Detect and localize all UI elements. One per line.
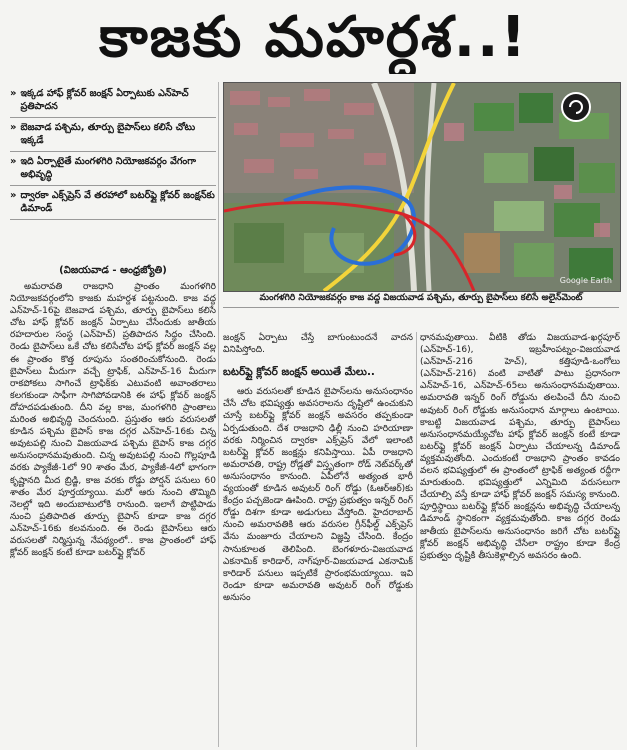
subheading: బటర్‌ఫ్లై క్లోవర్ జంక్షన్ అయితే మేలు.. <box>223 366 375 379</box>
double-chevron-right-icon: » <box>10 156 17 167</box>
bullet-list <box>10 84 216 220</box>
byline: (విజయవాడ - ఆంధ్రజ్యోతి) <box>59 265 167 276</box>
bullet-text: ఇక్కడ హాఫ్ క్లోవర్ జంక్షన్ ఏర్పాటుకు ఎన్‌హెచ్ ప్రతిపాదన <box>20 88 189 112</box>
paragraph: అమరావతి రాజధాని ప్రాంతం మంగళగిరి నియోజకవర్గంలోని కాజకు మహర్దశ పట్టనుంది. కాజ వద్ద ఎన్‌హెచ్-16పై బెజవాడ పశ్చిమ, తూర్పు బైపాస్‌లు కలిసే చోట హాఫ్ క్లోవర్ జంక్షన్ ఏర్పాటు చేసేందుకు జాతీయ రహదారుల సంస్థ (ఎన్‌హెచ్) ప్రతిపాదన సిద్ధం చేసింది. రెండు బైపాస్‌లు ఒకే చోట కలిసేచోట హాఫ్ క్లోవర్ జంక్షన్ వల్ల ఈ ప్రాంతం కొత్త రూపును సంతరించుకోనుంది. రెండు బైపాస్‌లు మీదుగా వచ్చే ట్రాఫిక్, ఎన్‌హెచ్-16 మీదుగా రాకపోకలు సాగించే ట్రాఫిక్‌కు ఎటువంటి అవాంతరాలు కలగకుండా సాఫీగా సాగిపోవడానికి ఈ హాఫ్ క్లోవర్ జంక్షన్ దోహదపడుతుంది. దీని వల్ల కాజ, మంగళగిరి ప్రాంతాలు మరింత అభివృద్ధి చెందనుంది. ప్రస్తుతం ఆరు వరుసలతో కూడిన పశ్చిమ బైపాస్ కాజ దగ్గర ఎన్‌హెచ్-16కు చిన్న అవుటపల్లి నుంచి విజయవాడ పశ్చిమ బైపాస్ కాజ దగ్గర అనుసంధానమవుతుంది. చిన్న అవుటపల్లి నుంచి గొల్లపూడి వరకు ప్యాకేజీ-1లో 90 శాతం మేర, ప్యాకేజీ-4లో భాగంగా కృష్ణానది మీద బ్రిడ్జి, కాజ వరకు రోడ్డు పోర్షన్ పనులు 60 శాతం మేర పూర్తయ్యాయి. మరో ఆరు నుంచి తొమ్మిది నెలల్లో ఇది అందుబాటులోకి రానుంది. ఇలాగే పొట్టిపాడు నుంచి ప్రతిపాదిత తూర్పు బైపాస్ కూడా కాజ దగ్గర ఎన్‌హెచ్-16కు కలవనుంది. ఈ రెండు బైపాస్‌లు ఆరు వరుసలతో నిర్మిస్తున్న నేపథ్యంలో.. కాజ ప్రాంతంలో హాఫ్ క్లోవర్ జంక్షన్ కంటే కూడా బటర్‌ఫ్లై క్లోవర్ <box>10 282 216 559</box>
double-chevron-right-icon: » <box>10 122 17 133</box>
aerial-photo <box>223 82 621 292</box>
double-chevron-right-icon: » <box>10 190 17 201</box>
article-column-2 <box>223 332 413 747</box>
column-divider <box>218 82 219 747</box>
bullet-text: ఇది ఏర్పాటైతే మంగళగిరి నియోజకవర్గం వేగంగా అభివృద్ధి <box>20 156 196 180</box>
bullet-item <box>10 186 216 220</box>
article-column-1 <box>10 281 216 747</box>
headline: కాజకు మహర్దశ..! <box>99 5 528 70</box>
paragraph: ధానమవుతాయి. వీటికి తోడు విజయవాడ-ఖర్గపూర్ (ఎన్‌హెచ్-16), ఇబ్రహీంపట్నం-విజయవాడ (ఎన్‌హెచ్-216 హెచ్), కత్తిపూడి-ఒంగోలు (ఎన్‌హెచ్-216) వంటి వాటితో పాటు ప్రధానంగా ఎన్‌హెచ్-16, ఎన్‌హెచ్-65లు అనుసంధానమవుతాయి. అమరావతి ఇన్నర్ రింగ్ రోడ్డును తలపించే దీని నుంచి అవుటర్ రింగ్ రోడ్డుకు అనుసంధాన మార్గాలు ఉంటాయి. కాబట్టి విజయవాడ పశ్చిమ, తూర్పు బైపాస్‌లు అనుసంధానమయ్యేచోట హాఫ్ క్లోవర్ జంక్షన్ కంటే కూడా బటర్‌ఫ్లై క్లోవర్ జంక్షన్ ఏర్పాటు చేయాలన్న డిమాండ్ వ్యక్తమవుతోంది. ఎందుకంటే రాజధాని ప్రాంతం కావడం వలన భవిష్యత్తులో ఈ ప్రాంతంలో ట్రాఫిక్ అత్యంత రద్దీగా మారుతుంది. భవిష్యత్తులో ఎన్నిమిది వరుసలుగా చేయాల్సి వస్తే కూడా హాఫ్ క్లోవర్ జంక్షన్ సమస్య కానుంది. పూర్తిస్థాయి బటర్‌ఫ్లై క్లోవర్ జంక్షన్లను అభివృద్ధి చేయాలన్న డిమాండ్ స్థానికంగా వ్యక్తమవుతోంది. కాజ దగ్గర రెండు జాతీయ బైపాస్‌లను అనుసంధానం జరిగే చోట బటర్‌ఫ్లై క్లోవర్ జంక్షన్ అభివృద్ధి చేసేలా రాష్ట్రం కూడా కేంద్ర ప్రభుత్వం దృష్టికి తీసుకెళ్లాల్సిన అవసరం ఉంది. <box>420 333 620 561</box>
bullet-item <box>10 118 216 152</box>
article-column-3 <box>420 332 620 747</box>
paragraph: జంక్షన్ ఏర్పాటు చేస్తే బాగుంటుందనే వాదన వినిపిస్తోంది. <box>223 333 413 356</box>
paragraph: ఆరు వరుసలతో కూడిన బైపాస్‌లను అనుసంధానం చేసే చోట భవిష్యత్తు అవసరాలను దృష్టిలో ఉంచుకుని చూస్తే బటర్‌ఫ్లై క్లోవర్ జంక్షన్ అవసరం తప్పకుండా ఏర్పడుతుంది. దేశ రాజధాని ఢిల్లీ నుంచి హరియాణా వరకు నిర్మించిన ద్వారకా ఎక్స్‌ప్రెస్ వేలో ఇలాంటి బటర్‌ఫ్లై క్లోవర్ జంక్షన్లు కనిపిస్తాయి. ఏపీ రాజధాని అమరావతి, రాష్ట్ర రోడ్లతో విస్తృతంగా రోడ్ నెట్‌వర్క్‌తో అనుసంధానం కానుంది. ఏపీలోనే అత్యంత భారీ వ్యయంతో కూడిన అవుటర్ రింగ్ రోడ్డు (ఓఆర్ఆర్)కు కేంద్రం పచ్చజెండా ఊపింది. రాష్ట్ర ప్రభుత్వం ఇన్నర్ రింగ్ రోడ్డు దిశగా కూడా అడుగులు వేస్తోంది. హైదరాబాద్ నుంచి అమరావతికి ఆరు వరుసల గ్రీన్‌ఫీల్డ్ ఎక్స్‌ప్రెస్ వేను మంజూరు చేయాలని విజ్ఞప్తి చేసింది. కేంద్రం సానుకూలత తెలిపింది. బెంగళూరు-విజయవాడ ఎకనామిక్ కారిడార్, నాగ్‌పూర్-విజయవాడ ఎకనామిక్ కారిడార్ పనులు ఇప్పటికే ప్రారంభమయ్యాయి. ఇవి రెండూ కూడా అమరావతి అవుటర్ రింగ్ రోడ్డుకు అనుసం <box>223 387 413 603</box>
bullet-text: బెజవాడ పశ్చిమ, తూర్పు బైపాస్‌లు కలిసే చోటు ఇక్కడే <box>20 122 196 146</box>
bullet-text: ద్వారకా ఎక్స్‌ప్రెస్ వే తరహాలో బటర్‌ఫ్లై క్లోవర్ జంక్షన్‌కు డిమాండ్ <box>20 190 215 214</box>
photo-caption: మంగళగిరి నియోజకవర్గం కాజ వద్ద విజయవాడ పశ్చిమ, తూర్పు బైపాస్‌లు కలిసే అలైన్‌మెంట్ <box>223 292 619 308</box>
watermark: Google Earth <box>559 276 612 285</box>
bullet-item <box>10 84 216 118</box>
column-divider <box>416 332 417 747</box>
double-chevron-right-icon: » <box>10 88 17 99</box>
bullet-item <box>10 152 216 186</box>
